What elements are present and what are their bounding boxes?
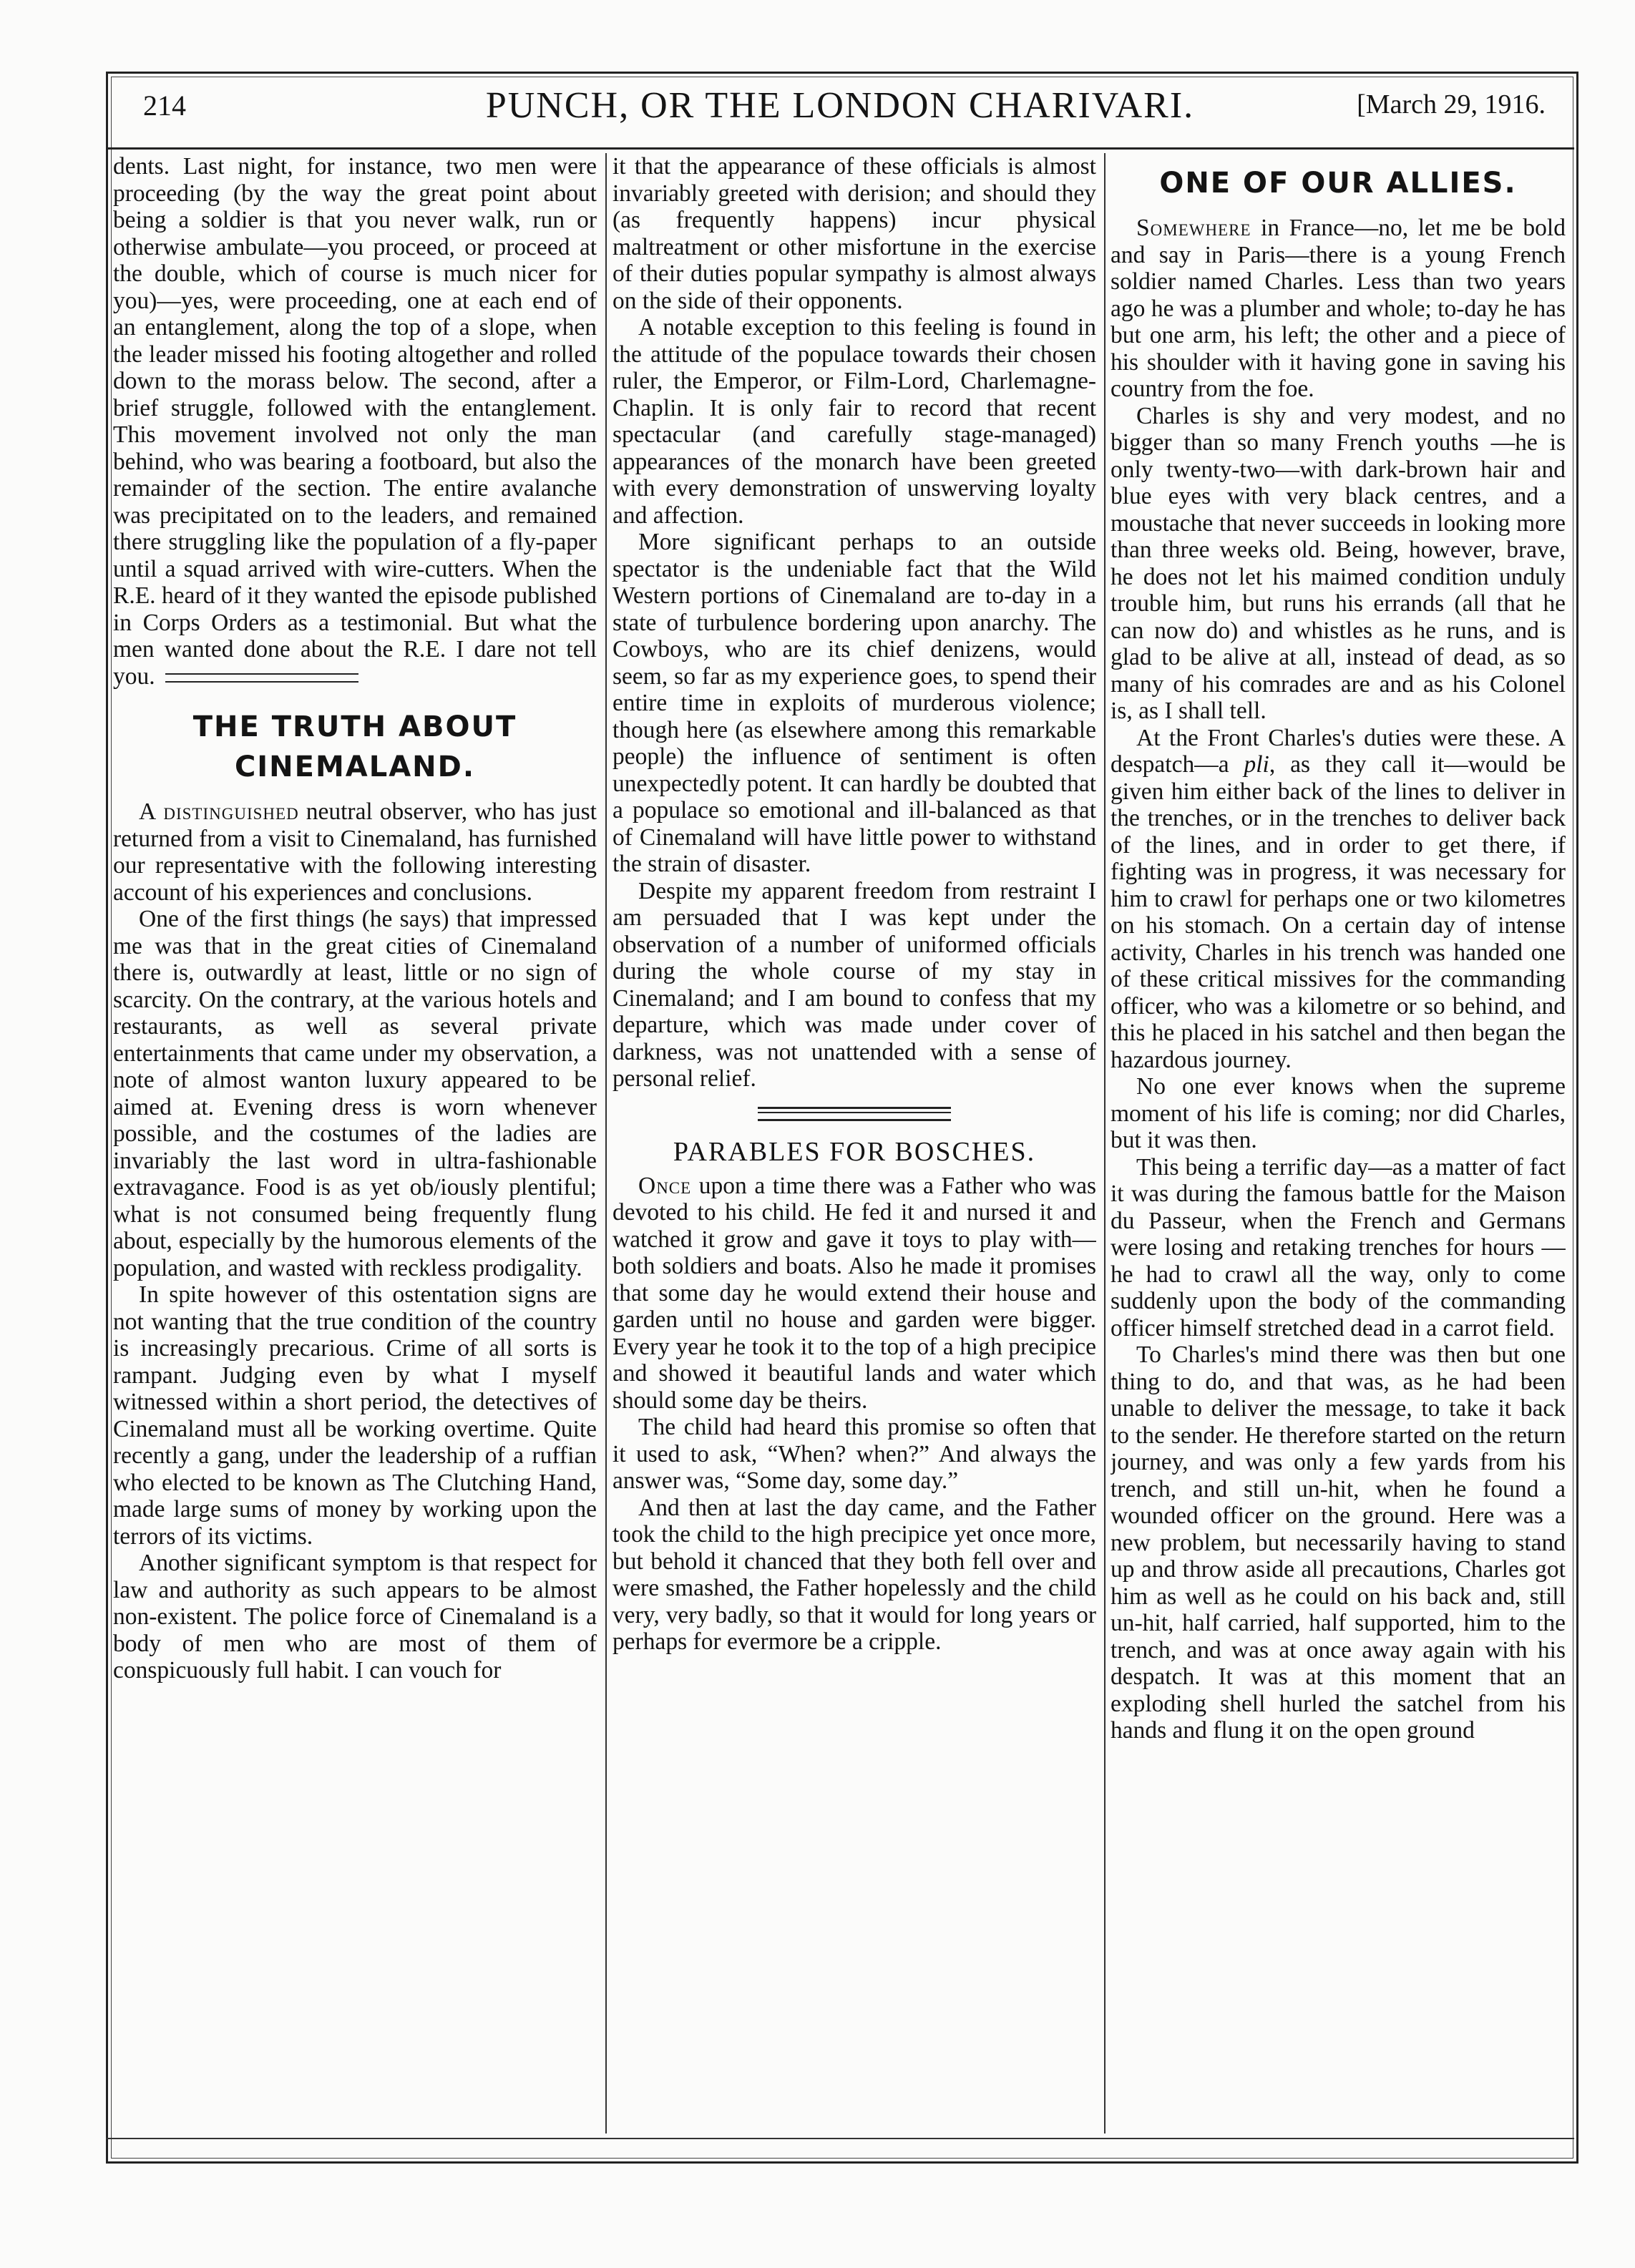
lead-in: Once [638, 1172, 692, 1199]
paragraph [1111, 215, 1566, 403]
article-heading-allies: ONE OF OUR ALLIES. [1159, 167, 1517, 200]
paragraph-text: dents. Last night, for instance, two men were proceeding (by the way the great point about being a soldier is that you never walk, run or otherwise ambulate—you proceed, or proceed at the double, which of course is much nicer for you)—yes, were proceeding, one at each end of an entanglement, along the top of a slope, when the leader missed his footing altogether and rolled down to the morass below. The second, after a brief struggle, followed with the entanglement. This movement involved not only the man behind, who was bearing a footboard, but also the remainder of the section. The entire avalanche was precipitated on to the leaders, and remained there struggling like the population of a fly-paper until a squad arrived with wire-cutters. When the R.E. heard of it they wanted the episode published in Corps Orders as a testimonial. But what the men wanted done about the R.E. I dare not tell you. [113, 153, 597, 690]
paragraph: Charles is shy and very modest, and no bigger than so many French youths —he is only twenty-two—with dark-brown hair and blue eyes with very black centres, and a moustache that never succeeds in looking more than three weeks old. Being, however, brave, he does not let his maimed condition unduly trouble him, but runs his errands (all that he can now do) and whistles as he runs, and is glad to be alive at all, instead of dead, as so many of his comrades are and as his Colonel is, as I shall tell. [1111, 402, 1566, 724]
paragraph: Another significant symptom is that respect for law and authority as such appears to be almost non-existent. The police force of Cinemaland is a body of men who are most of them of conspicuously full habit. I can vouch for [113, 1550, 597, 1683]
column-divider [1104, 153, 1106, 2133]
lead-in: A distinguished [139, 798, 299, 825]
paragraph [1111, 725, 1566, 1074]
paragraph: No one ever knows when the supreme moment of his life is coming; nor did Charles, but it was then. [1111, 1073, 1566, 1153]
paragraph-text: neutral observer, who has just returned from a visit to Cinemaland, has furnished our representative with the following interesting account of his experiences and conclusions. [113, 798, 597, 906]
paragraph-text: , as they call it—would be given him either back of the lines to deliver in the trenches, or in the trenches to deliver back of the lines, and in order to get there, if fighting was in progress, it was necessary for him to crawl for perhaps one or two kilometres on his stomach. On a certain day of intense activity, Charles in his trench was handed one of these critical missives for the commanding officer, who was a kilometre or so behind, and this he placed in his satchel and then began the hazardous journey. [1111, 751, 1566, 1073]
column-1 [113, 153, 597, 2133]
header-rule [106, 147, 1574, 150]
paragraph-text: in France—no, let me be bold and say in Paris—there is a young French soldier named Charles. Less than two years ago he was a plumber and whole; to-day he has but one arm, his left; the other and a piece of his shoulder with it having gone in saving his country from the foe. [1111, 215, 1566, 402]
page-number: 214 [143, 89, 186, 122]
lead-in: Somewhere [1136, 215, 1251, 241]
italic-word: pli [1244, 751, 1269, 778]
masthead-title: PUNCH, OR THE LONDON CHARIVARI. [485, 85, 1195, 126]
bottom-rule [106, 2138, 1574, 2139]
paragraph: Despite my apparent freedom from restraint I am persuaded that I was kept under the observation of a number of uniformed officials during the whole course of my stay in Cinemaland; and I am bound to confess that my departure, which was made under cover of darkness, was not unattended with a sense of personal relief. [612, 877, 1096, 1092]
column-3 [1111, 153, 1566, 2133]
paragraph: This being a terrific day—as a matter of fact it was during the famous battle for the Maison du Passeur, when the French and Germans were losing and retaking trenches for hours —he had to crawl all the way, only to come suddenly upon the body of the commanding officer himself stretched dead in a carrot field. [1111, 1153, 1566, 1341]
paragraph [113, 153, 597, 690]
paragraph: One of the first things (he says) that impressed me was that in the great cities of Cinemaland there is, outwardly at least, little or no sign of scarcity. On the contrary, at the various hotels and restaurants, as well as several private entertainments that came under my observation, a note of almost wanton luxury appeared to be aimed at. Evening dress is worn whenever possible, and the costumes of the ladies are invariably the last word in ultra-fashionable extravagance. Food is as yet ob/iously plentiful; what is not consumed being frequently flung about, especially by the humorous elements of the population, and wasted with reckless prodigality. [113, 906, 597, 1281]
section-divider [758, 1107, 951, 1121]
paragraph: A notable exception to this feeling is found in the attitude of the populace towards their chosen ruler, the Emperor, or Film-Lord, Charlemagne-Chaplin. It is only fair to record that recent spectacular (and carefully stage-managed) appearances of the monarch have been greeted with every demonstration of unswerving loyalty and affection. [612, 314, 1096, 529]
issue-date: [March 29, 1916. [1357, 89, 1546, 119]
paragraph: The child had heard this promise so often that it used to ask, “When? when?” And always the answer was, “Some day, some day.” [612, 1414, 1096, 1494]
article-heading-parables: PARABLES FOR BOSCHES. [673, 1136, 1036, 1167]
page-header [106, 80, 1574, 142]
article-heading-cinemaland: THE TRUTH ABOUT CINEMALAND. [192, 710, 517, 783]
paragraph: In spite however of this ostentation signs are not wanting that the true condition of the country is increasingly precarious. Crime of all sorts is rampant. Judging even by what I myself witnessed within a short period, the detectives of Cinemaland must all be working overtime. Quite recently a gang, under the leadership of a ruffian who elected to be known as The Clutching Hand, made large sums of money by working upon the terrors of its victims. [113, 1281, 597, 1550]
paragraph: To Charles's mind there was then but one thing to do, and that was, as he had been unable to deliver the message, to take it back to the sender. He therefore started on the return journey, and was only a few yards from his trench, and still un-hit, when he found a wounded officer on the ground. Here was a new problem, but necessarily having to stand up and throw aside all precautions, Charles got him as well as he could on his back and, still un-hit, half carried, half supported, him to the trench, and was at once away again with his despatch. It was at this moment that an exploding shell hurled the satchel from his hands and flung it on the open ground [1111, 1341, 1566, 1744]
paragraph [612, 1173, 1096, 1414]
paragraph-text: At the Front Charles's duties were these. A despatch—a [1111, 724, 1566, 778]
section-divider [165, 673, 358, 683]
column-divider [605, 153, 607, 2133]
column-2 [612, 153, 1096, 2133]
paragraph [113, 798, 597, 906]
paragraph: More significant perhaps to an outside spectator is the undeniable fact that the Wild Western portions of Cinemaland are to-day in a state of turbulence bordering upon anarchy. The Cowboys, who are its chief denizens, would seem, so far as my experience goes, to spend their entire time in exploits of murderous violence; though here (as elsewhere among this remarkable people) the influence of sentiment is often unexpectedly potent. It can hardly be doubted that a populace so emotional and ill-balanced as that of Cinemaland will have little power to withstand the strain of disaster. [612, 529, 1096, 877]
paragraph: And then at last the day came, and the Father took the child to the high precipice yet once more, but behold it chanced that they both fell over and were smashed, the Father hopelessly and the child very, very badly, so that it would for long years or perhaps for evermore be a cripple. [612, 1494, 1096, 1655]
paragraph-text: upon a time there was a Father who was devoted to his child. He fed it and nursed it and watched it grow and gave it toys to play with—both soldiers and boats. Also he made it promises that some day he would extend their house and garden until no house and garden were bigger. Every year he took it to the top of a high precipice and showed it beautiful lands and water which should some day be theirs. [612, 1172, 1096, 1414]
paragraph: it that the appearance of these officials is almost invariably greeted with derision; and should they (as frequently happens) incur physical maltreatment or other misfortune in the exercise of their duties popular sympathy is almost always on the side of their opponents. [612, 153, 1096, 314]
